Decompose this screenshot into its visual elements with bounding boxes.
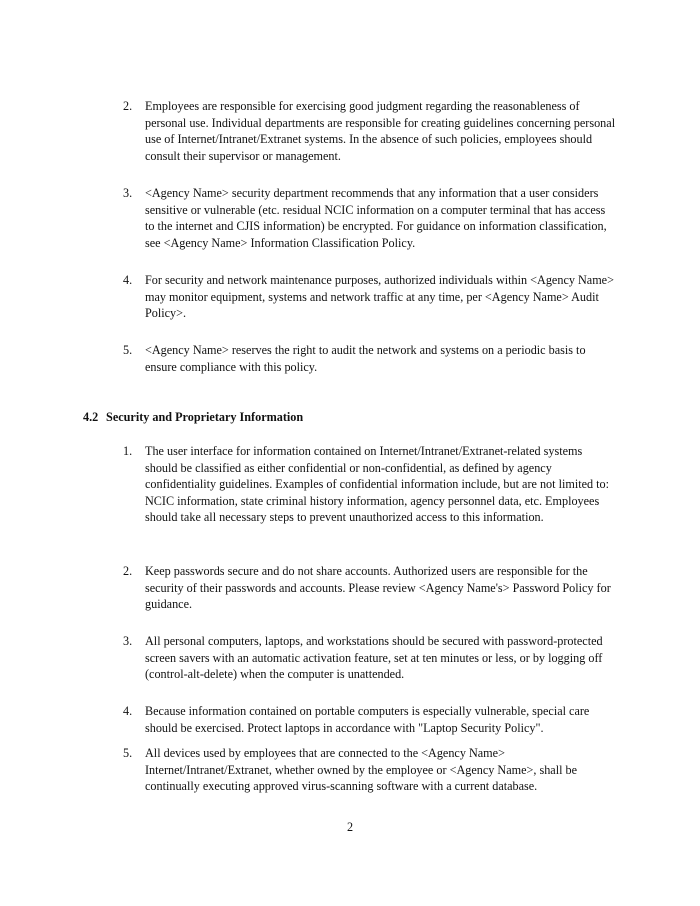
security-list [0, 443, 700, 805]
list-item-number: 2. [123, 99, 133, 113]
list-item [0, 633, 700, 703]
list-item-text: Because information contained on portable computers is especially vulnerable, special care should be exercised. Protect laptops in accordance with "Laptop Security Policy". [145, 704, 590, 735]
section-number: 4.2 [83, 410, 99, 424]
list-item [0, 443, 700, 563]
list-item-text: All personal computers, laptops, and workstations should be secured with password-protected screen savers with an automatic activation feature, set at ten minutes or less, or by logging off (control-alt-delete) when the computer is unattended. [145, 634, 603, 682]
list-item-text: Employees are responsible for exercising good judgment regarding the reasonableness of personal use. Individual departments are responsible for creating guidelines concerning personal use of Internet/Intranet/Extranet systems. In the absence of such policies, employees should consult their supervisor or management. [145, 99, 616, 163]
list-item-text: All devices used by employees that are connected to the <Agency Name> Internet/Intranet/Extranet, whether owned by the employee or <Agency Name>, shall be continually executing approved virus-scanning software with a current database. [145, 746, 578, 794]
list-item [0, 342, 700, 382]
list-item-number: 3. [123, 634, 133, 648]
list-item [0, 185, 700, 272]
list-item-number: 5. [123, 343, 133, 357]
list-item-text: <Agency Name> reserves the right to audit the network and systems on a periodic basis to ensure compliance with this policy. [145, 343, 586, 374]
policy-list-continued [0, 98, 700, 382]
list-item-number: 1. [123, 444, 133, 458]
list-item-text: <Agency Name> security department recommends that any information that a user considers sensitive or vulnerable (etc. residual NCIC information on a computer terminal that has access to the internet and CJIS information) be encrypted. For guidance on information classification, see <Agency Name> Information Classification Policy. [145, 186, 607, 250]
list-item [0, 98, 700, 185]
list-item-text: The user interface for information contained on Internet/Intranet/Extranet-related systems should be classified as either confidential or non-confidential, as defined by agency confidentiality guidelines. Examples of confidential information include, but are not limited to: NCIC information, state criminal history information, agency personnel data, etc. Employees should take all necessary steps to prevent unauthorized access to this information. [145, 444, 610, 525]
section-title: Security and Proprietary Information [106, 410, 304, 424]
section-heading [83, 409, 303, 426]
list-item-number: 5. [123, 746, 133, 760]
list-item-text: For security and network maintenance purposes, authorized individuals within <Agency Name> may monitor equipment, systems and network traffic at any time, per <Agency Name> Audit Policy>. [145, 273, 614, 321]
list-item-number: 4. [123, 704, 133, 718]
list-item [0, 703, 700, 745]
page-number: 2 [346, 820, 354, 834]
list-item-text: Keep passwords secure and do not share accounts. Authorized users are responsible for the security of their passwords and accounts. Please review <Agency Name's> Password Policy for guidance. [145, 564, 611, 612]
list-item [0, 563, 700, 633]
list-item-number: 4. [123, 273, 133, 287]
list-item [0, 745, 700, 805]
list-item-number: 3. [123, 186, 133, 200]
list-item-number: 2. [123, 564, 133, 578]
list-item [0, 272, 700, 342]
